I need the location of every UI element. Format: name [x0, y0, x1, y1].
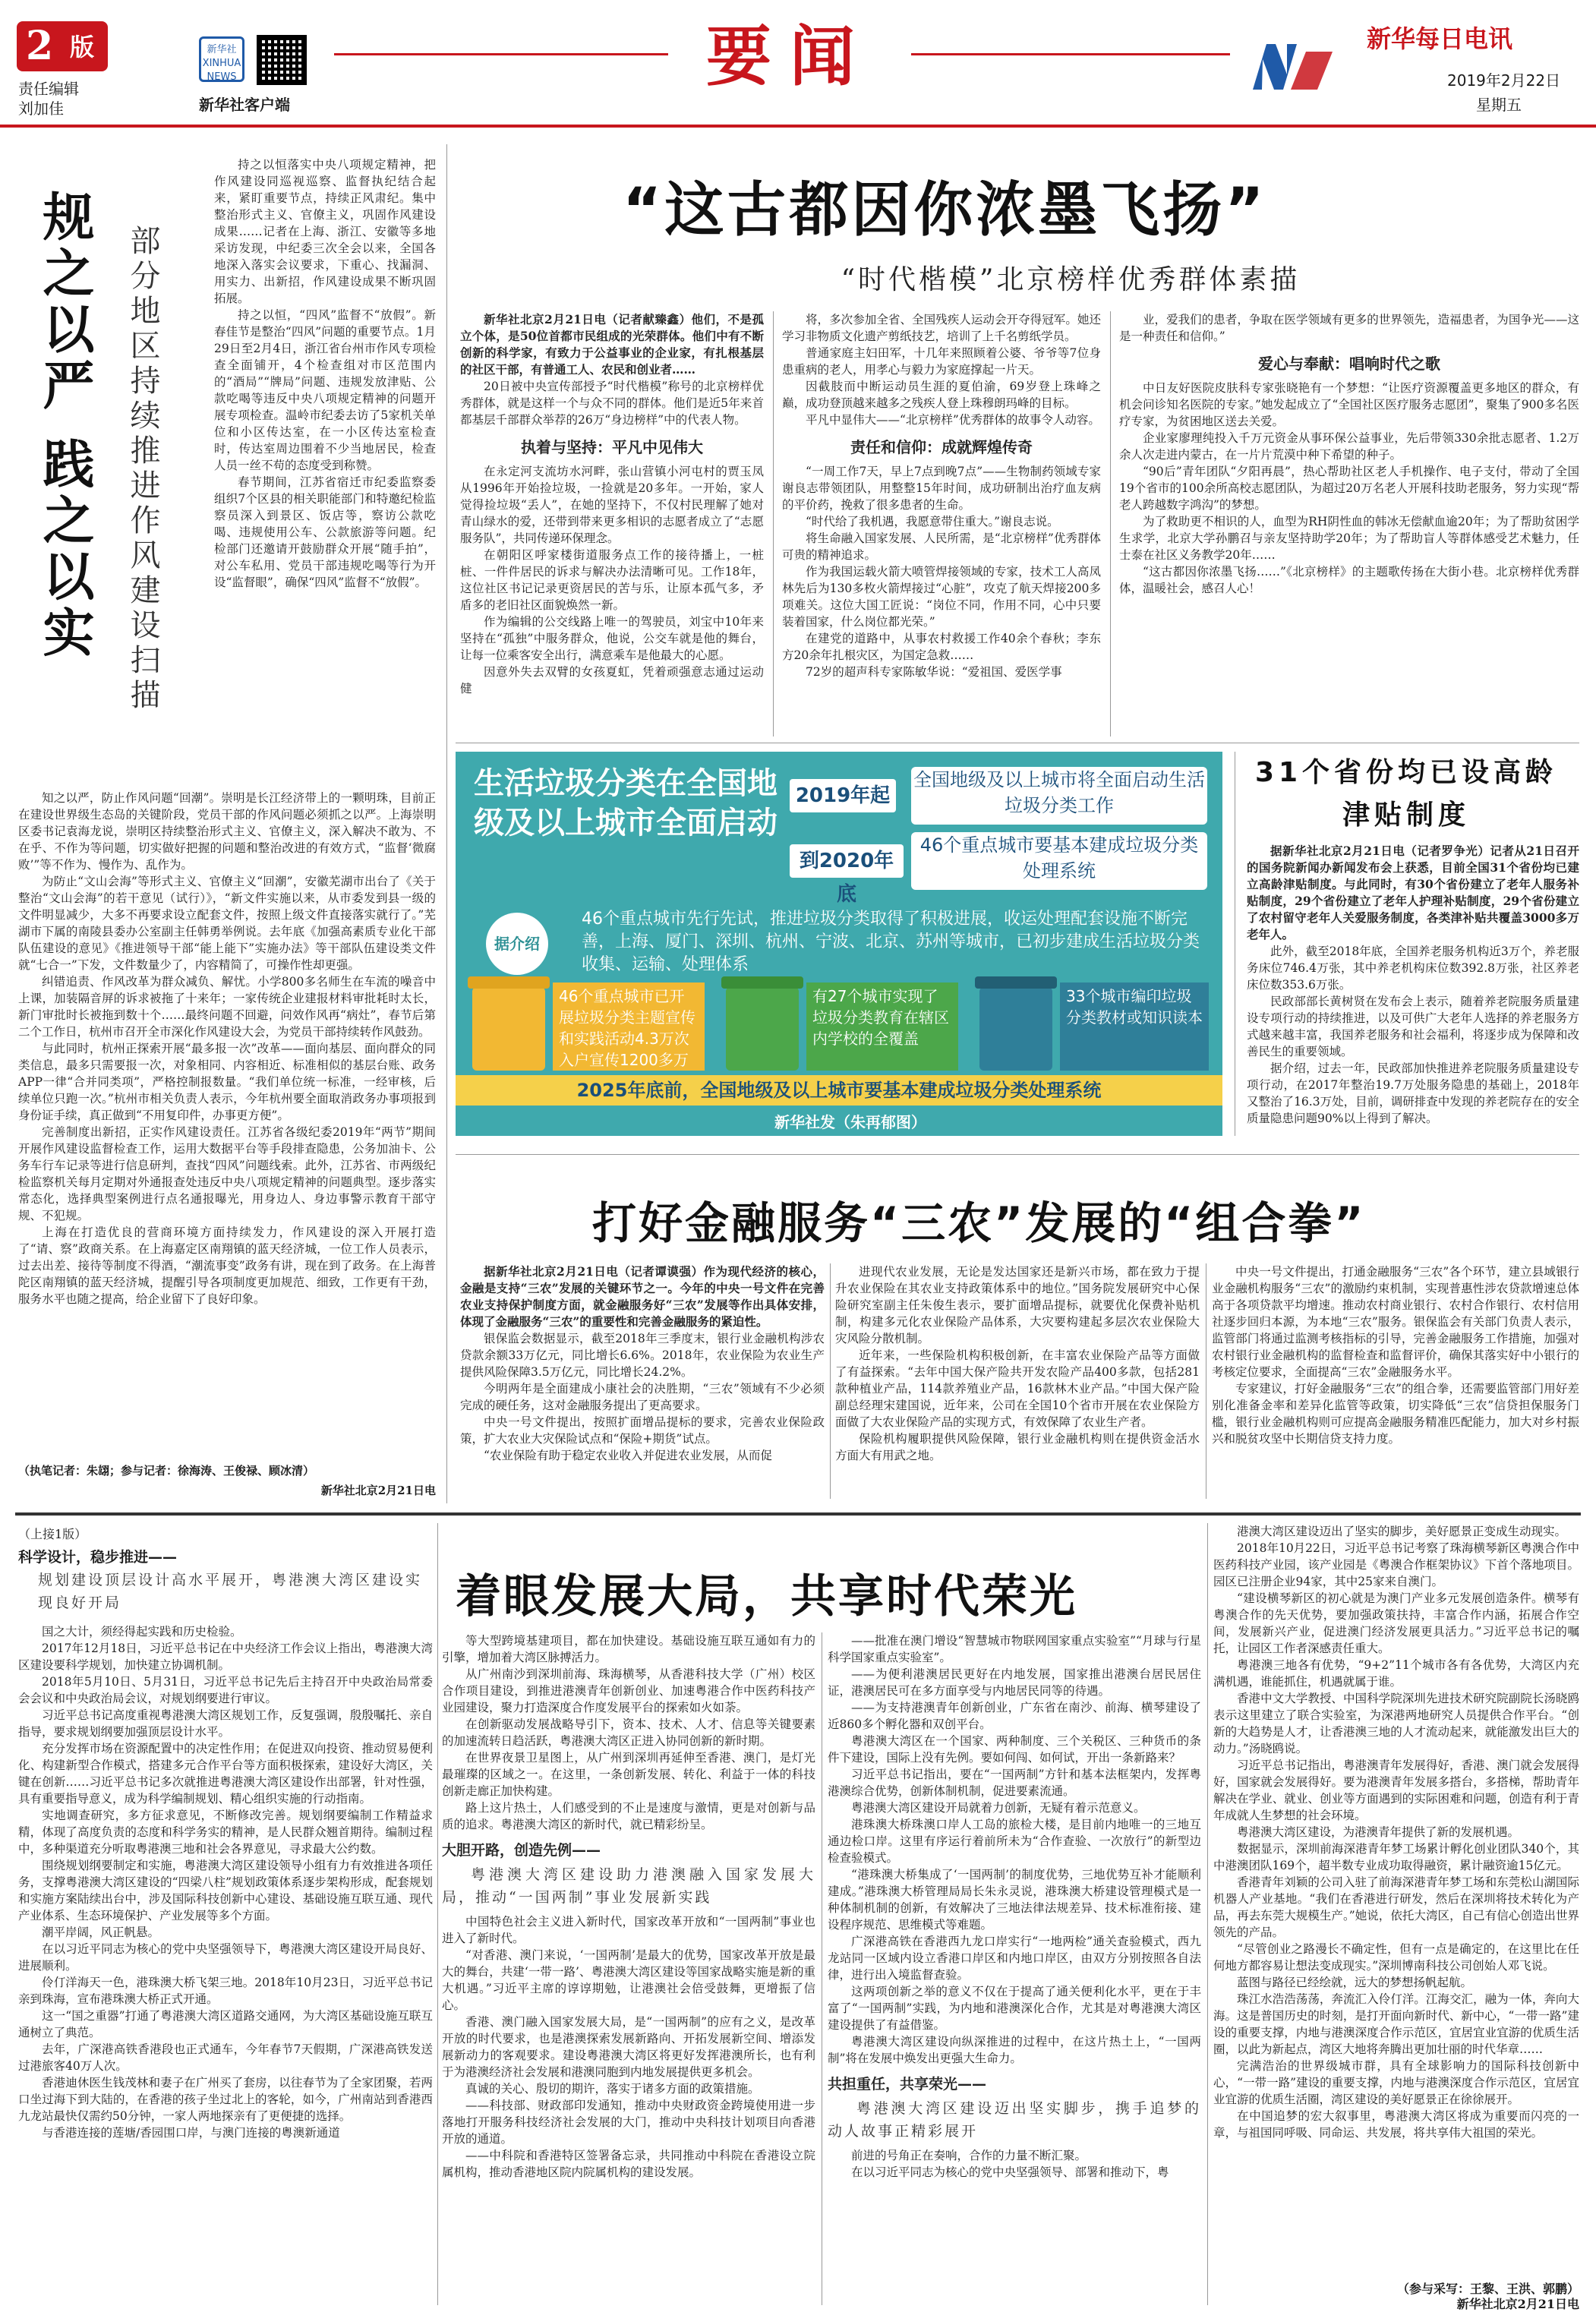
paragraph: 与香港连接的莲塘/香园围口岸，与澳门连接的粤澳新通道 — [42, 2126, 340, 2140]
cities-text: 46个重点城市先行先试，推进垃圾分类取得了积极进展，收运处理配套设施不断完善，上海、厦门、深圳、杭州、宁波、北京、苏州等城市，已初步建成生活垃圾分类收集、运输、处理体系 — [582, 910, 1200, 974]
paragraph: 粤港澳三地各有优势，“9+2”11个城市各有各优势，大湾区内充满机遇，谁能抓住，机遇就属于谁。 — [1213, 1658, 1579, 1689]
paragraph: ——中科院和香港特区签署备忘录，共同推动中科院在香港设立院属机构，推动香港地区院内院属机构的建设发展。 — [442, 2149, 815, 2179]
paragraph: 2018年5月10日、5月31日，习近平总书记先后主持召开中央政治局常委会会议和中央政治局会议，对规划纲要进行审议。 — [18, 1675, 433, 1705]
paragraph: 作为编辑的公交线路上唯一的驾驶员，刘宝中10年来坚持在“孤独”中服务群众，他说，公交车就是他的舞台，让每一位乘客安全出行，满意乘车是他最大的心愿。 — [460, 615, 764, 662]
paragraph: 企业家廖理纯投入千万元资金从事环保公益事业，先后带领330余批志愿者、1.2万余人次走进内蒙古，在一片片荒漠中种下希望的种子。 — [1119, 431, 1579, 462]
paragraph: 习近平总书记指出，粤港澳青年发展得好，香港、澳门就会发展得好，国家就会发展得好。要为港澳青年发展多搭台，多搭梯，帮助青年解决在学业、就业、创业等方面遇到的实际困难和问题，创造有利于青年成就人生梦想的社会环境。 — [1213, 1758, 1579, 1822]
article-model-subheadline: “时代楷模”北京榜样优秀群体素描 — [841, 264, 1301, 295]
paragraph: 因意外失去双臂的女孩夏虹，凭着顽强意志通过运动健 — [460, 665, 764, 695]
article-subsidy-headline: 31个省份均已设高龄津贴制度 — [1254, 757, 1558, 831]
paragraph: 专家建议，打好金融服务“三农”的组合拳，还需要监管部门用好差别化准备金率和差异化监管等政策，切实降低“三农”信贷担保服务门槛，银行业金融机构则可应提高金融服务精准匹配能力，加大对乡村振兴和脱贫攻坚中长期信贷支持力度。 — [1212, 1382, 1579, 1446]
paragraph: 这两项创新之举的意义不仅在于提高了通关便利化水平，更在于丰富了“一国两制”实践，为内地和港澳深化合作，尤其是对粤港澳大湾区建设提供了有益借鉴。 — [828, 1985, 1201, 2032]
article-finance-col3 — [1212, 1263, 1579, 1499]
issue-date: 2019年2月22日 — [1447, 71, 1561, 90]
section-rule-left — [334, 53, 668, 55]
news-logo-icon — [1245, 36, 1336, 97]
paragraph: 香港迪休医生钱茂林和妻子在广州买了套房，以往春节为了全家团聚，若两口坐过海下到大陆的，在香港的孩子坐过北上的客轮，如今，广州南站到香港西九龙站最快仅需约50分钟，一家人两地探亲有了更便捷的选择。 — [18, 2076, 433, 2123]
paragraph: 中央一号文件提出，按照扩面增品提标的要求，完善农业保险政策，扩大农业大灾保险试点和“保险+期货”试点。 — [460, 1415, 825, 1446]
bay-col2 — [442, 1632, 815, 2308]
paragraph: 将生命融入国家发展、人民所需，是“北京榜样”优秀群体可贵的精神追求。 — [782, 531, 1101, 562]
recycle-bin-green-icon — [726, 987, 799, 1071]
paragraph: 在建党的道路中，从事农村救援工作40余个春秋；李东方20余年扎根灾区，为国定急救…… — [782, 632, 1101, 662]
paragraph: 粤港澳大湾区建设，为港澳青年提供了新的发展机遇。 — [1237, 1825, 1520, 1839]
paragraph: 去年，广深港高铁香港段也正式通车，今年春节7天假期，广深港高铁发送过港旅客40万人次。 — [18, 2042, 433, 2073]
paragraph: “90后”青年团队“夕阳再晨”，热心帮助社区老人手机操作、电子支付，带动了全国19个省市的100余所高校志愿团队，为超过20万名老人开展科技助老服务，努力实现“帮老人跨越数字鸿沟”的梦想。 — [1119, 465, 1579, 512]
bin1-text: 46个重点城市已开展垃圾分类主题宣传和实践活动4.3万次入户宣传1200多万 — [553, 983, 705, 1071]
infographic-credit: 新华社发（朱再郁图） — [774, 1113, 926, 1131]
article-finance-headline: 打好金融服务“三农”发展的“组合拳” — [592, 1197, 1366, 1249]
paragraph: 新华社北京2月21日电（记者献臻鑫）他们，不是孤立个体，是50位首都市民组成的光荣群体。他们中有不断创新的科学家，有致力于公益事业的企业家，有扎根基层的社区干部，有普通工人、农民和创业者…… — [460, 312, 764, 377]
paragraph: 2018年10月22日，习近平总书记考察了珠海横琴新区粤澳合作中医药科技产业园，该产业园是《粤澳合作框架协议》下首个落地项目。园区已注册企业94家，其中25家来自澳门。 — [1213, 1541, 1579, 1588]
infographic-title: 生活垃圾分类在全国地级及以上城市全面启动 — [474, 766, 777, 841]
paragraph: 路上这片热土，人们感受到的不止是速度与激情，更是对创新与品质的追求。粤港澳大湾区的新时代，就已精彩纷呈。 — [442, 1801, 815, 1831]
issue-weekday: 星期五 — [1476, 96, 1522, 114]
section-name: 要闻 — [706, 18, 873, 95]
paragraph: 完善制度出新招，正实作风建设责任。江苏省各级纪委2019年“两节”期间开展作风建设监督检查工作，运用大数据平台等手段排查隐患，公务加油卡、公务车行车记录等进行信息研判，查找“四风”问题线索。此外，江苏省、市两级纪检监察机关每月定期对外通报查处违反中央八项规定精神的问题典型。逐步落实常态化，选择典型案例进行点名通报曝光，用身边人、身边事警示教育干部守规、不犯规。 — [18, 1125, 436, 1222]
paragraph: 习近平总书记指出，要在“一国两制”方针和基本法框架内，发挥粤港澳综合优势，创新体制机制，促进要素流通。 — [828, 1768, 1201, 1798]
article-finance-col2 — [835, 1263, 1200, 1499]
logo-text: 新华社 XINHUA NEWS — [202, 44, 241, 83]
paragraph: 在永定河支流坊水河畔，张山营镇小河屯村的贾玉凤从1996年开始捡垃圾，一捡就是20多年。一开始，家人觉得捡垃圾“丢人”，在她的坚持下，不仅村民理解了她对青山绿水的爱，还带到带来更多相识的志愿者成立了“志愿服务队”，共同传递环保理念。 — [460, 465, 764, 545]
brand-name: 新华每日电讯 — [1367, 24, 1513, 53]
paragraph: 真诚的关心、殷切的期许，落实于诸多方面的政策措施。 — [465, 2082, 760, 2096]
continued-label: （上接1版） — [18, 1527, 87, 1541]
paragraph: 在创新驱动发展战略导引下，资本、技术、人才、信息等关键要素的加速流转日趋活跃，粤港澳大湾区正进入协同创新的新时期。 — [442, 1717, 815, 1748]
editor-title: 责任编辑 — [18, 80, 79, 98]
paragraph: “尽管创业之路漫长不确定性，但有一点是确定的，在这里比在任何地方都容易让想法变成现实。”深圳博南科技公司创始人邓飞说。 — [1213, 1942, 1579, 1973]
paragraph: 银保监会数据显示，截至2018年三季度末，银行业金融机构涉农贷款余额33万亿元，同比增长6.6%。2018年，农业保险为农业生产提供风险保障3.5万亿元，同比增长24.2%。 — [460, 1332, 825, 1379]
bin3-text: 33个城市编印垃圾分类教材或知识读本 — [1060, 983, 1209, 1071]
paragraph: 持之以恒，“四风”监督不“放假”。新春佳节是整治“四风”问题的重要节点。1月29日至2月4日，浙江省台州市作风专项检查全面铺开，4个检查组对市区范围内的“酒局”“牌局”问题、违规发放津贴、公款吃喝等违反中央八项规定精神的问题开展专项检查。温岭市纪委去访了5家机关单位和小区传达室，在一小区传达室检查时，传达室周边围着不少当地居民，检查人员一丝不苟的态度受到称赞。 — [214, 308, 436, 472]
bay-col2-sub-sub: 粤港澳大湾区建设助力港澳融入国家发展大局，推动“一国两制”事业发展新实践 — [442, 1866, 815, 1906]
tag-2020: 到2020年底 — [790, 844, 904, 878]
bay-col3-sub-sub: 粤港澳大湾区建设迈出坚实脚步，携手追梦的动人故事正精彩展开 — [828, 2100, 1201, 2140]
section-subhead: 爱心与奉献：唱响时代之歌 — [1258, 355, 1440, 373]
page-unit: 版 — [70, 33, 95, 62]
paragraph: 港珠澳大桥珠澳口岸人工岛的旅检大楼，是目前内地唯一的三地互通边检口岸。这里有序运行着前所未为“合作查验、一次放行”的新型边检查验模式。 — [828, 1818, 1201, 1865]
column-divider — [773, 311, 774, 736]
paragraph: 前进的号角正在奏响，合作的力量不断汇聚。 — [851, 2149, 1087, 2162]
xinhua-logo — [199, 36, 244, 82]
paragraph: 据新华社北京2月21日电（记者罗争光）记者从21日召开的国务院新闻办新闻发布会上获悉，目前全国31个省份均已建立高龄津贴制度。与此同时，有30个省份建立了老年人服务补贴制度，29个省份建立了老年人护理补贴制度，29个省份建立了农村留守老年人关爱服务制度，各类津补贴共覆盖3000多万老年人。 — [1247, 844, 1579, 942]
section-rule-right — [911, 53, 1230, 55]
box-2019: 全国地级及以上城市将全面启动生活垃圾分类工作 — [911, 767, 1207, 825]
article-model-col3 — [1119, 311, 1579, 736]
paragraph: 珠江水浩浩荡荡，奔流汇入伶仃洋。江海交汇，融为一体，奔向大海。这是普国历史的时刻，是打开面向新时代、新中心，“一带一路”建设的重要支撑，内地与港澳深度合作示范区，宜居宜业宜游的优质生活圈，以此为新起点，湾区大地将奔腾出更加壮丽的时代华章…… — [1213, 1992, 1579, 2056]
bay-left-sub-sub: 规划建设顶层设计高水平展开，粤港澳大湾区建设实现良好开局 — [38, 1572, 423, 1611]
paragraph: 持之以恒落实中央八项规定精神，把作风建设同巡视巡察、监督执纪结合起来，紧盯重要节点，持续正风肃纪。集中整治形式主义、官僚主义，巩固作风建设成果……记者在上海、浙江、安徽等多地采访发现，中纪委三次全会以来，全国各地深入落实会议要求，下重心、找漏洞、用实力、出新招，作风建设成果不断巩固拓展。 — [214, 158, 436, 305]
paragraph: 民政部部长黄树贤在发布会上表示，随着养老院服务质量建设专项行动的持续推进，以及可供广大老年人选择的养老服务方式越来越丰富，我国养老服务和社会福利，将逐步成为保障和改善民生的重要领域。 — [1247, 995, 1579, 1058]
editor-name: 刘加佳 — [18, 99, 64, 118]
paragraph: 国之大计，须经得起实践和历史检验。 — [42, 1625, 242, 1639]
row-divider — [456, 1154, 1579, 1155]
column-divider — [446, 144, 447, 1503]
paragraph: ——为便利港澳居民更好在内地发展，国家推出港澳台居民居住证，港澳居民可在多方面享受与内地居民同等的待遇。 — [828, 1667, 1201, 1698]
infographic-bottom-banner: 2025年底前，全国地级及以上城市要基本建成垃圾分类处理系统 — [456, 1075, 1222, 1106]
section-divider — [15, 1512, 1581, 1516]
page-number: 2 — [26, 23, 54, 69]
bay-col4 — [1213, 1523, 1579, 2275]
paragraph: “农业保险有助于稳定农业收入并促进农业发展，从而促 — [484, 1449, 772, 1462]
paragraph: 据介绍，过去一年，民政部加快推进养老院服务质量建设专项行动，在2017年整治19.7万处服务隐患的基础上，2018年又整治了16.3万处，目前，调研排查中发现的养老院存在的安全质量隐患问题90%以上得到了解决。 — [1247, 1061, 1579, 1125]
paragraph: 香港青年刘颖的公司入驻了前海深港青年梦工场和东莞松山湖国际机器人产业基地。“我们在香港进行研发，然后在深圳将技术转化为产品，再去东莞大规模生产。”她说，依托大湾区，自己有信心创造出世界领先的产品。 — [1213, 1875, 1579, 1939]
paragraph: 进现代农业发展，无论是发达国家还是新兴市场，都在致力于提升农业保险在其农业支持政策体系中的地位。”国务院发展研究中心保险研究室副主任朱俊生表示，要扩面增品提标，就要优化保费补贴机制，构建多元化农业保险产品体系，大灾要构建起多层次农业保险大灾风险分散机制。 — [835, 1265, 1200, 1345]
paragraph: 据新华社北京2月21日电（记者谭谟强）作为现代经济的核心，金融是支持“三农”发展的关键环节之一。今年的中央一号文件在完善农业支持保护制度方面，就金融服务好“三农”发展等作出具体安排，体现了金融服务“三农”的重要性和完善金融服务的紧迫性。 — [460, 1264, 825, 1329]
paragraph: 粤港澳大湾区在一个国家、两种制度、三个关税区、三种货币的条件下建设，国际上没有先例。要如何闯、如何试，开出一条新路来？ — [828, 1734, 1201, 1765]
column-divider — [437, 1523, 438, 2305]
article-finance-col1 — [460, 1263, 825, 1499]
paragraph: 粤港澳大湾区建设向纵深推进的过程中，在这片热土上，“一国两制”将在发展中焕发出更强大生命力。 — [828, 2035, 1201, 2065]
paragraph: 将，多次参加全省、全国残疾人运动会开夺得冠军。她还学习非物质文化遗产剪纸技艺，培训了上千名剪纸学员。 — [782, 313, 1101, 343]
paragraph: 保险机构履职提供风险保障，银行业金融机构则在提供资金活水方面大有用武之地。 — [835, 1432, 1200, 1462]
paragraph: 潮平岸阔，风正帆悬。 — [42, 1926, 160, 1939]
article-left-body-top — [214, 156, 436, 787]
bay-credits: （参与采写：王黎、王洪、郭鹏） — [1396, 2282, 1579, 2296]
column-divider — [1110, 311, 1111, 736]
article-subsidy-body — [1247, 843, 1579, 1139]
paragraph: 20日被中央宣传部授予“时代楷模”称号的北京榜样优秀群体，就是这样一个与众不同的群体。他们是近5年来首都基层千部群众举荐的26万“身边榜样”中的代表人物。 — [460, 380, 764, 427]
recycle-bin-blue-icon — [979, 987, 1052, 1071]
paragraph: 纠错追责、作风改革为群众减负、解忧。小学800多名师生在车流的噪音中上课，加装隔音屏的诉求被拖了十来年；一家传统企业建报材料审批耗时太长，新门审批时长被拖到数十个……最终问题不回避，问效作风再“病灶”，春节后第二个工作日，杭州市召开全市深化作风建设大会，为党员干部持续转作风鼓劲。 — [18, 975, 436, 1039]
paragraph: 充分发挥市场在资源配置中的决定性作用；在促进双向投资、推动贸易便利化、构建新型合作模式，搭建多元合作平台等方面积极探索，建设好大湾区，关键在创新……习近平总书记多次就推进粤港澳大湾区建设作出部署，针对性强，具有重要指导意义，成为科学编制规划、精心组织实施的行动指南。 — [18, 1742, 433, 1806]
recycle-bin-yellow-icon — [472, 987, 545, 1071]
paragraph: 近年来，一些保险机构积极创新，在丰富农业保险产品等方面做了有益探索。“去年中国大保产险共开发农险产品400多款，包括281款种植业产品，114款养殖业产品，16款林木业产品。”中国大保产险副总经理宋建国说，近年来，公司在全国10个省市开展在农业保险方面做了大农业保险产品的实现方式，有效保障了农业生产者。 — [835, 1348, 1200, 1429]
paragraph: 围绕规划纲要制定和实施，粤港澳大湾区建设领导小组有力有效推进各项任务，支撑粤港澳大湾区建设的“四梁八柱”规划政策体系逐步架构形成，配套规划和实施方案陆续出台中，涉及国际科技创新中心建设、基础设施互联互通、现代产业体系、生态环境保护、产业发展等多个方面。 — [18, 1859, 433, 1922]
paragraph: 与此同时，杭州正探索开展“最多报一次”改革——面向基层、面向群众的同类信息，最多只需要报一次，对象相同、内容相近、标准相似的基层台账、政务APP一律“合并同类项”，严格控制报数量。“我们单位统一标准，一经审核，后续单位只跑一次。”杭州市相关负责人表示，今年杭州要全面取消政务办事项报到身份证手续，真正做到“不用复印件，办事更方便”。 — [18, 1042, 436, 1122]
box-2020: 46个重点城市要基本建成垃圾分类处理系统 — [911, 832, 1207, 890]
column-divider — [830, 1263, 831, 1499]
paragraph: 粤港澳大湾区建设开局就着力创新，无疑有着示范意义。 — [851, 1801, 1146, 1815]
paragraph: 数据显示，深圳前海深港青年梦工场累计孵化创业团队340个，其中港澳团队169个，超半数专业成功取得融资，累计融资逾15亿元。 — [1213, 1842, 1579, 1872]
qr-code-icon[interactable] — [257, 35, 307, 85]
paragraph: 因截肢而中断运动员生涯的夏伯渝，69岁登上珠峰之巅，成功登顶越来越多之残疾人登上珠穆朗玛峰的目标。 — [782, 380, 1101, 410]
editor-credit — [18, 79, 79, 118]
paragraph: 完满浩治的世界级城市群，具有全球影响力的国际科技创新中心，“一带一路”建设的重要支撑，内地与港澳深度合作示范区，宜居宜业宜游的优质生活圈，湾区建设的美好愿景正在徐徐展开。 — [1213, 2059, 1579, 2106]
paragraph: “一周工作7天，早上7点到晚7点”——生物制药领域专家谢良志带领团队，用整整15年时间，成功研制出治疗血友病的平价药，挽救了很多患者的生命。 — [782, 465, 1101, 512]
paragraph: 在中国追梦的宏大叙事里，粤港澳大湾区将成为重要而闪亮的一章，与祖国同呼吸、同命运、共发展，将共享伟大祖国的荣光。 — [1213, 2109, 1579, 2140]
paragraph: 实地调查研究，多方征求意见，不断修改完善。规划纲要编制工作精益求精，体现了高度负责的态度和科学务实的精神，是人民群众翘首期待。编制过程中，多种渠道充分听取粤港澳三地和社会各界意见，寻求最大公约数。 — [18, 1809, 433, 1856]
paragraph: 香港中文大学教授、中国科学院深圳先进技术研究院副院长汤晓鸥表示这里建立了联合实验室，为深港两地研究人员提供合作平台。“创新的大趋势是人才，让香港澳三地的人才流动起来，就能激发出巨大的动力。”汤晓鸥说。 — [1213, 1692, 1579, 1755]
paragraph: “时代给了我机遇，我愿意带住重大。”谢良志说。 — [806, 515, 1059, 528]
paragraph: 平凡中显伟大——“北京榜样”优秀群体的故事令人动容。 — [806, 413, 1100, 427]
paragraph: 今明两年是全面建成小康社会的决胜期，“三农”领域有不少必须完成的硬任务，这对金融服务提出了更高要求。 — [460, 1382, 825, 1412]
client-label: 新华社客户端 — [199, 96, 290, 114]
bin2-text: 有27个城市实现了垃圾分类教育在辖区内学校的全覆盖 — [806, 983, 958, 1071]
tag-2019: 2019年起 — [790, 779, 896, 812]
bay-col3 — [828, 1632, 1201, 2308]
paragraph: 中日友好医院皮肤科专家张晓艳有一个梦想：“让医疗资源覆盖更多地区的群众，有机会问诊知名医院的专家。”她发起成立了“全国社区医疗服务志愿团”，聚集了900多名医疗专家，为贫困地区送去关爱。 — [1119, 381, 1579, 428]
paragraph: 这一“国之重器”打通了粤港澳大湾区道路交通网，为大湾区基础设施互联互通树立了典范。 — [18, 2009, 433, 2039]
article-left-dateline: 新华社北京2月21日电 — [320, 1484, 436, 1497]
paragraph: ——科技部、财政部印发通知，推动中央财政资金跨境使用进一步落地打开服务科技经济社会发展的大门，推动中央科技计划项目向香港开放的通道。 — [442, 2099, 815, 2146]
paragraph: 72岁的超声科专家陈敏华说：“爱祖国、爱医学事 — [806, 665, 1062, 679]
paragraph: 习近平总书记高度重视粤港澳大湾区规划工作，反复强调，殷殷嘱托、亲自指导，要求规划纲要加强顶层设计水平。 — [18, 1708, 433, 1739]
paragraph: “建设横琴新区的初心就是为澳门产业多元发展创造条件。横琴有粤澳合作的先天优势，要加强政策扶持，丰富合作内涵，拓展合作空间，发展新兴产业，促进澳门经济发展更具活力。”习近平总书记的嘱托，让园区工作者深感责任重大。 — [1213, 1591, 1579, 1655]
paragraph: 在以习近平同志为核心的党中央坚强领导、部署和推动下，粤 — [851, 2165, 1169, 2179]
section-subhead: 责任和信仰：成就辉煌传奇 — [850, 438, 1033, 456]
paragraph: 在以习近平同志为核心的党中央坚强领导下，粤港澳大湾区建设开局良好、进展顺利。 — [18, 1942, 433, 1973]
paragraph: “对香港、澳门来说，‘一国两制’是最大的优势，国家改革开放是最大的舞台，共建‘一带一路’、粤港澳大湾区建设等国家战略实施是新的重大机遇。”习近平主席的谆谆期勉，让港澳社会倍受鼓舞，更增振了信心。 — [442, 1948, 815, 2012]
paragraph: 2017年12月18日，习近平总书记在中央经济工作会议上指出，粤港澳大湾区建设要科学规划，加快建立协调机制。 — [18, 1642, 433, 1672]
paragraph: 在朝阳区呼家楼街道服务点工作的接待播上，一桩桩、一件件居民的诉求与解决办法清晰可见。工作18年，这位社区书记记录更资居民的苦与乐，让原本孤气多，矛盾多的老旧社区面貌焕然一新。 — [460, 548, 764, 612]
paragraph: 春节期间，江苏省宿迁市纪委监察委组织7个区县的相关职能部门和特邀纪检监察员深入到景区、饭店等，察访公款吃喝、违规使用公车、公款旅游等问题。纪检部门还邀请开鼓励群众开展“随手拍”，对公车私用、党员干部违规吃喝等行为开设“监督眼”，确保“四风”监督不“放假”。 — [214, 475, 436, 589]
article-left-body-bottom — [18, 790, 436, 1450]
paragraph: 从广州南沙到深圳前海、珠海横琴，从香港科技大学（广州）校区合作项目建设，到推进港澳青年创新创业、加速粤港合作中医药科技产业园建设，聚力打造深度合作度发展平台的探索如火如荼。 — [442, 1667, 815, 1714]
paragraph: 知之以严，防止作风问题“回潮”。崇明是长江经济带上的一颗明珠，目前正在建设世界级生态岛的关键阶段，党员干部的作风问题必须抓之以严。上海崇明区委书记袁海龙说，崇明区持续整治形式主义、官僚主义，深入解决不敢为、不在乎、不作为等问题，切实做好把握的问题和整治改进的有效方式，“监督‘微腐败’”等不作为、慢作为、乱作为。 — [18, 791, 436, 872]
article-left-subtitle: 部分地区持续推进作风建设扫描 — [125, 225, 160, 714]
paragraph: 在世界夜景卫星图上，从广州到深圳再延伸至香港、澳门，是灯光最璀璨的区域之一。在这里，一条创新发展、转化、利益于一体的科技创新走廊正加快构建。 — [442, 1751, 815, 1798]
article-model-col1 — [460, 311, 764, 736]
paragraph: 蓝图与路径已经绘就，远大的梦想扬帆起航。 — [1237, 1976, 1473, 1989]
paragraph: 广深港高铁在香港西九龙口岸实行“一地两检”通关查验模式，西九龙站同一区域内设立香港口岸区和内地口岸区，由双方分别按照各自法律，进行出入境监督查验。 — [828, 1935, 1201, 1982]
column-divider — [1207, 1523, 1208, 2305]
bay-col1 — [18, 1623, 433, 2307]
paragraph: ——批准在澳门增设“智慧城市物联网国家重点实验室”“月球与行星科学国家重点实验室”。 — [828, 1634, 1201, 1664]
bay-dateline: 新华社北京2月21日电 — [1456, 2297, 1579, 2311]
paragraph: “港珠澳大桥集成了‘一国两制’的制度优势，三地优势互补才能顺利建成。”港珠澳大桥管理局局长朱永灵说，港珠澳大桥建设管理模式是一种体制机制的创新，有效解决了三地法律法规差异、技术标准衔接、建设程序规范、思维模式等难题。 — [828, 1868, 1201, 1932]
bay-col3-subhead: 共担重任，共享荣光—— — [828, 2076, 987, 2093]
paragraph: 此外，截至2018年底，全国养老服务机构近3万个，养老服务床位746.4万张，其中养老机构床位数392.8万张，社区养老床位数353.6万张。 — [1247, 945, 1579, 992]
section-subhead: 执着与坚持：平凡中见伟大 — [521, 438, 703, 456]
article-model-col2 — [782, 311, 1101, 736]
paragraph: 上海在打造优良的营商环境方面持续发力，作风建设的深入开展打造了“请、察”政商关系。在上海嘉定区南翔镇的蓝天经济城，一位工作人员表示，过去出差、接待等制度不得酒，“潮流事变”政务有讲，现在到了政务。在上海普陀区南翔镇的蓝天经济城，提醒引导各项制度更加规范、细致，工作更有干劲，服务水平也随之提高，给企业留下了良好印象。 — [18, 1225, 436, 1306]
paragraph: “这古都因你浓墨飞扬……”《北京榜样》的主题歌传扬在大街小巷。北京榜样优秀群体，温暖社会，感召人心！ — [1119, 565, 1579, 595]
paragraph: 中央一号文件提出，打通金融服务“三农”各个环节，建立县域银行业金融机构服务“三农”的激励约束机制，实现普惠性涉农贷款增速总体高于各项贷款平均增速。推动农村商业银行、农村合作银行、农村信用社逐步回归本源，为本地“三农”服务。银保监会有关部门负责人表示，监管部门将通过监测考核指标的引导，完善金融服务工作措施，加强对农村银行业金融机构的监督检查和监督评价，确保其落实好中小银行的考核定位要求，全面提高“三农”金融服务水平。 — [1212, 1265, 1579, 1379]
paragraph: 伶仃洋海天一色，港珠澳大桥飞架三地。2018年10月23日，习近平总书记亲到珠海，宣布港珠澳大桥正式开通。 — [18, 1976, 433, 2006]
bay-left-subhead: 科学设计，稳步推进—— — [18, 1549, 178, 1566]
article-model-headline: “这古都因你浓墨飞扬” — [623, 176, 1267, 244]
paragraph: 香港、澳门融入国家发展大局，是“一国两制”的应有之义，是改革开放的时代要求，也是港澳探索发展新路向、开拓发展新空间、增添发展新动力的客观要求。建设粤港澳大湾区将更好发挥港澳所长，也有利于为港澳经济社会发展和港澳同胞到内地发展提供更多机会。 — [442, 2015, 815, 2079]
bay-headline: 着眼发展大局，共享时代荣光 — [456, 1570, 1077, 1623]
paragraph: 作为我国运载火箭大喷管焊接领域的专家，技术工人高凤林先后为130多枚火箭焊接过“心脏”，攻克了航天焊接200多项难关。这位大国工匠说：“岗位不同，作用不同，心中只要装着国家，什么岗位都光荣。” — [782, 565, 1101, 629]
garbage-sorting-infographic — [456, 752, 1222, 1136]
paragraph: 业，爱我们的患者，争取在医学领域有更多的世界领先，造福患者，为国争光——这是一种责任和信仰。” — [1119, 313, 1579, 343]
paragraph: 中国特色社会主义进入新时代，国家改革开放和“一国两制”事业也进入了新时代。 — [442, 1915, 815, 1945]
paragraph: ——为支持港澳青年创新创业，广东省在南沙、前海、横琴建设了近860多个孵化器和双创平台。 — [828, 1701, 1201, 1731]
paragraph: 为了救助更不相识的人，血型为RH阴性血的韩冰无偿献血逾20年；为了帮助贫困学生求学，北京大学孙鹏召与亲友坚持助学20年；为了帮助盲人等群体感受艺术魅力，任士泰在社区义务教学20年…… — [1119, 515, 1579, 562]
badge-introduction: 据介绍 — [486, 913, 548, 975]
paragraph: 普通家庭主妇田军，十几年来照顾着公婆、爷爷等7位身患重病的老人，用孝心与毅力为家庭撑起一片天。 — [782, 346, 1101, 377]
paragraph: 等大型跨境基建项目，都在加快建设。基础设施互联互通如有力的引擎，增加着大湾区脉搏活力。 — [442, 1634, 815, 1664]
paragraph: 为防止“文山会海”等形式主义、官僚主义“回潮”，安徽芜湖市出台了《关于整治“文山会海”的若干意见（试行）》，“新文件实施以来，从市委发到县一级的文件明显减少，大多不再要求设立配套文件，按照上级文件直接落实就行了。”芜湖市下属的南陵县委办公室副主任韩勇举例说。去年底《加强高素质专业化干部队伍建设的意见》《推进领导干部“能上能下”实施办法》等干部队伍建设类文件就“七合一”下发，文件数量少了，内容精简了，可操作性却更强。 — [18, 875, 436, 972]
article-left-credit: （执笔记者：朱翃；参与记者：徐海涛、王俊禄、顾冰清） — [18, 1464, 315, 1478]
article-left-title: 规之以严 践之以实 — [34, 190, 94, 662]
paragraph: 港澳大湾区建设迈出了坚实的脚步，美好愿景正变成生动现实。 — [1237, 1525, 1567, 1538]
page-number-badge — [17, 21, 108, 71]
bay-col2-subhead: 大胆开路，创造先例—— — [442, 1842, 601, 1859]
